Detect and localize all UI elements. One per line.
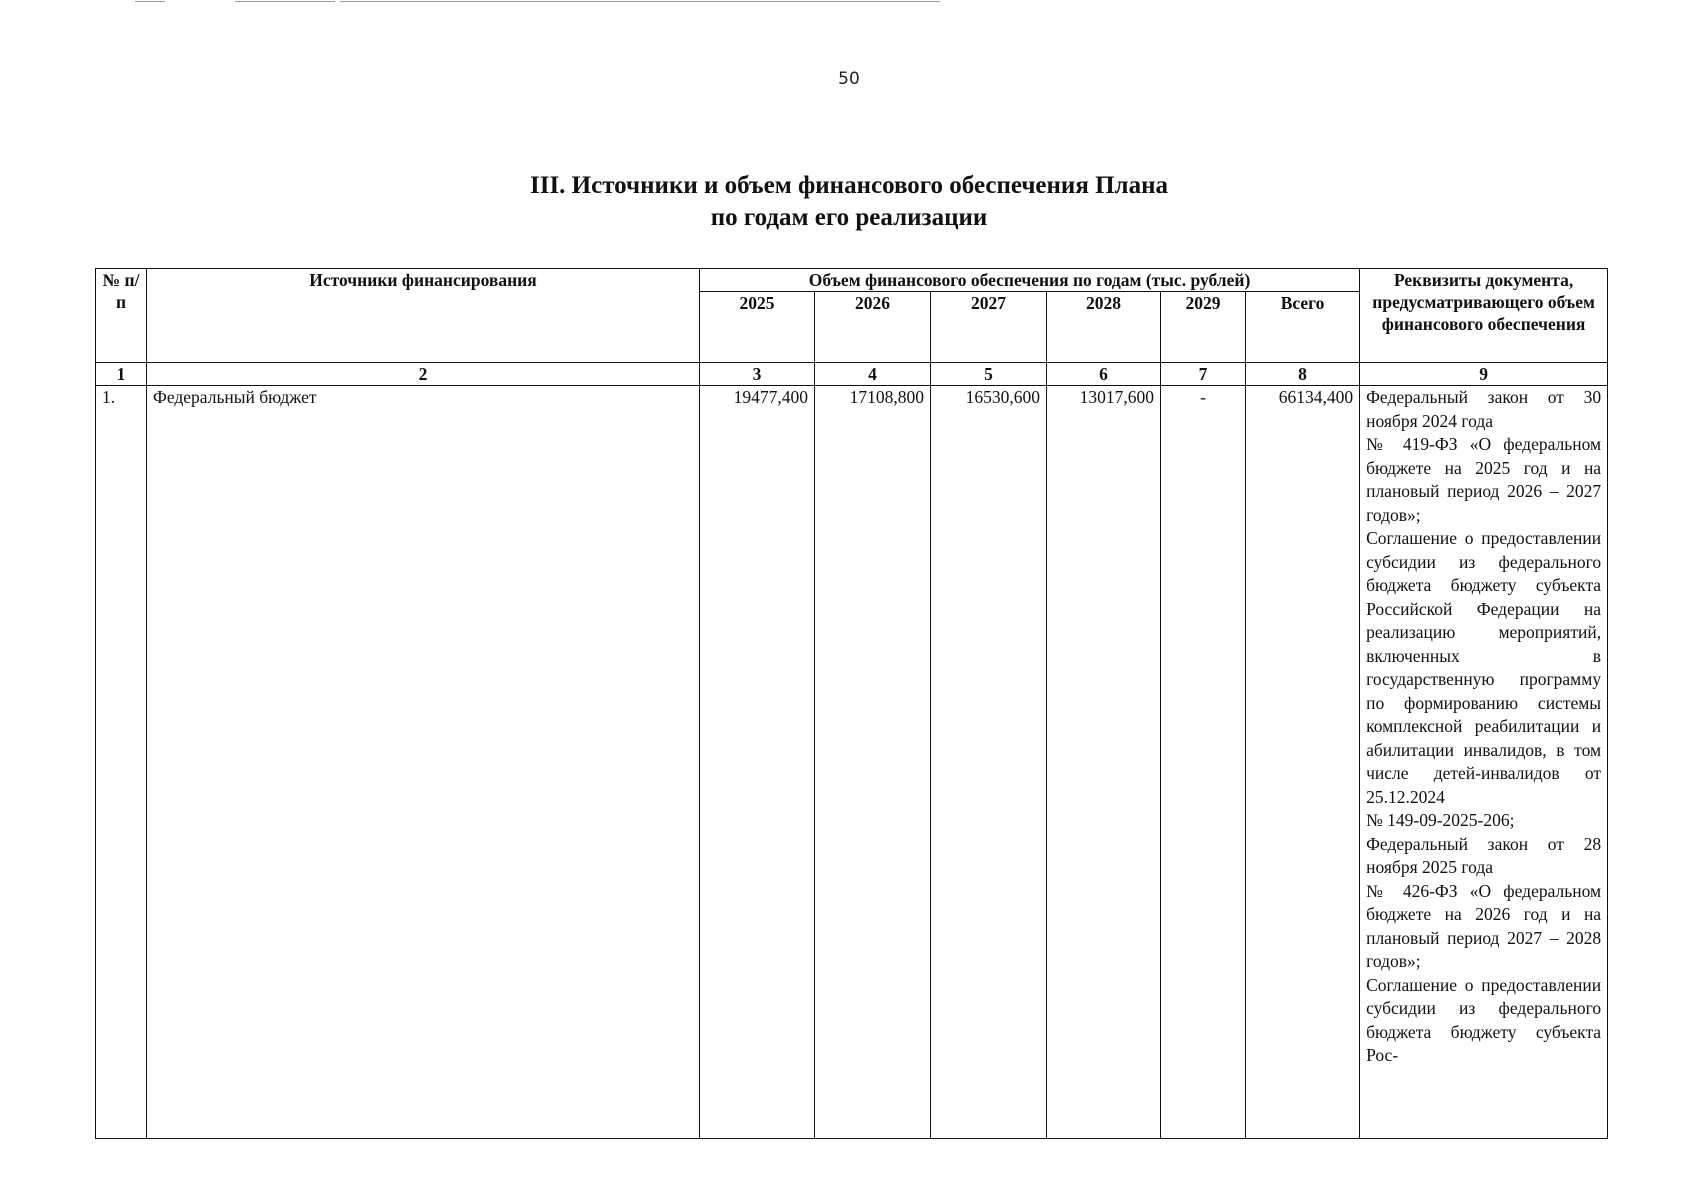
column-number: 8	[1246, 363, 1360, 386]
requisites-line: Соглашение о предоставлении субсидии из федерального бюджета бюджету субъекта Российской Федерации на реализацию мероприятий, включенных в государственную программу по формированию системы комплексной реабилитации и абилитации инвалидов, в том числе детей-инвалидов от 25.12.2024	[1366, 528, 1602, 807]
page-number: 50	[838, 69, 860, 89]
header-year-2029: 2029	[1161, 292, 1246, 363]
table-row	[96, 386, 1608, 1139]
section-title-line-2: по годам его реализации	[710, 204, 988, 231]
header-requisites: Реквизиты документа, предусматривающего объем финансового обеспечения	[1360, 269, 1608, 363]
requisites-line: Федеральный закон от 28 ноября 2025 года	[1366, 833, 1602, 877]
top-scan-rule	[135, 1, 165, 2]
row-value-2025: 19477,400	[700, 386, 815, 1139]
column-number: 5	[931, 363, 1047, 386]
row-value-2028: 13017,600	[1047, 386, 1161, 1139]
top-scan-rule	[340, 1, 940, 2]
row-value-2027: 16530,600	[931, 386, 1047, 1139]
column-number-row	[96, 363, 1608, 386]
header-row	[96, 269, 1608, 292]
column-number: 9	[1360, 363, 1608, 386]
row-requisites	[1360, 386, 1608, 1139]
section-title-line-1: III. Источники и объем финансового обеспечения Плана	[530, 172, 1168, 199]
header-year-2026: 2026	[815, 292, 931, 363]
section-title	[0, 170, 1698, 234]
header-year-2028: 2028	[1047, 292, 1161, 363]
requisites-line: № 419-ФЗ «О федеральном бюджете на 2025 год и на плановый период 2026 – 2027 годов»;	[1366, 434, 1602, 525]
requisites-line: № 149-09-2025-206;	[1366, 810, 1515, 830]
header-volume-group: Объем финансового обеспечения по годам (тыс. рублей)	[700, 269, 1360, 292]
header-total: Всего	[1246, 292, 1360, 363]
row-value-total: 66134,400	[1246, 386, 1360, 1139]
header-year-2025: 2025	[700, 292, 815, 363]
column-number: 7	[1161, 363, 1246, 386]
header-year-2027: 2027	[931, 292, 1047, 363]
top-scan-rule	[235, 1, 335, 2]
row-source: Федеральный бюджет	[147, 386, 700, 1139]
financing-table	[95, 268, 1608, 1139]
row-num: 1.	[96, 386, 147, 1139]
column-number: 1	[96, 363, 147, 386]
column-number: 2	[147, 363, 700, 386]
header-source: Источники финансирования	[147, 269, 700, 363]
requisites-line: Соглашение о предоставлении субсидии из федерального бюджета бюджету субъекта Рос-	[1366, 974, 1602, 1065]
requisites-line: № 426-ФЗ «О федеральном бюджете на 2026 год и на плановый период 2027 – 2028 годов»;	[1366, 880, 1602, 971]
column-number: 4	[815, 363, 931, 386]
header-num: № п/п	[96, 269, 147, 363]
column-number: 6	[1047, 363, 1161, 386]
row-value-2026: 17108,800	[815, 386, 931, 1139]
column-number: 3	[700, 363, 815, 386]
requisites-line: Федеральный закон от 30 ноября 2024 года	[1366, 387, 1602, 431]
row-value-2029: -	[1161, 386, 1246, 1139]
